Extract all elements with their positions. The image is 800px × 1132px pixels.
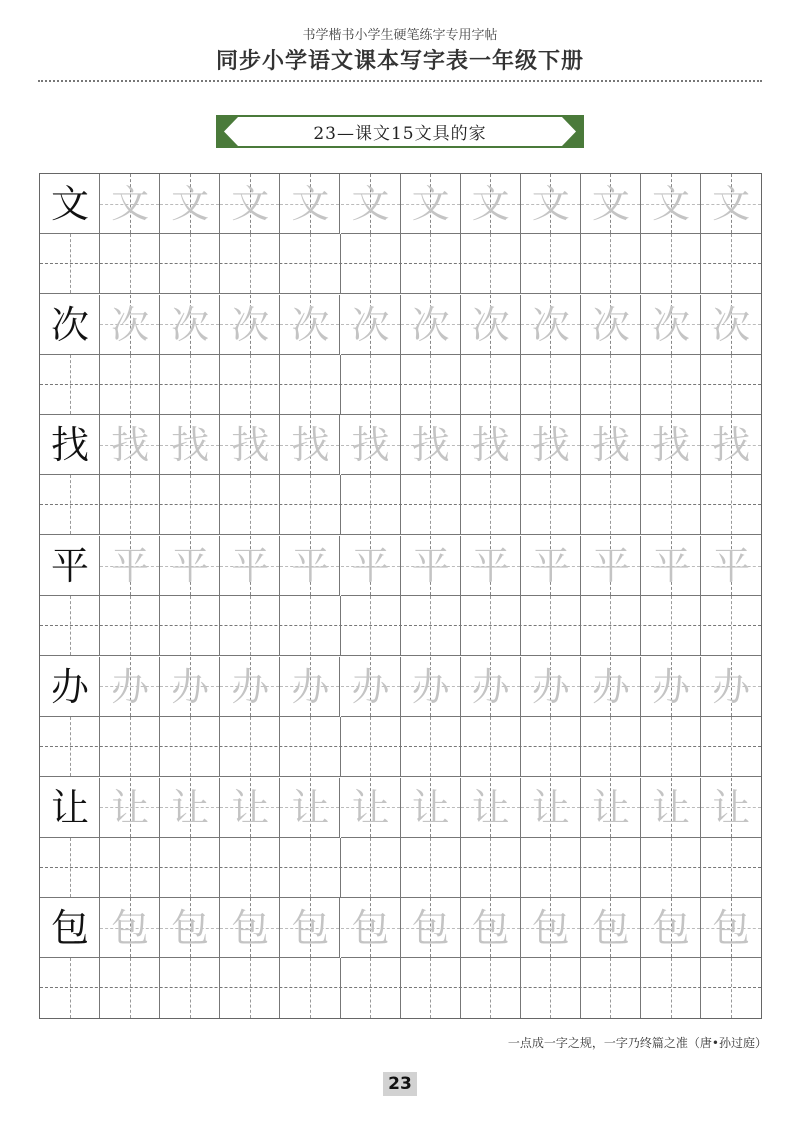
trace-cell[interactable] bbox=[100, 295, 160, 355]
calligraphy-quote: 一点成一字之规，一字乃终篇之准（唐•孙过庭） bbox=[507, 1036, 767, 1050]
trace-character: 让 bbox=[471, 785, 510, 830]
trace-cell[interactable] bbox=[401, 536, 461, 596]
model-cell bbox=[40, 898, 100, 958]
trace-cell[interactable] bbox=[461, 536, 521, 596]
trace-character: 文 bbox=[471, 182, 510, 226]
trace-cell[interactable] bbox=[401, 898, 461, 958]
trace-character: 找 bbox=[231, 423, 270, 468]
trace-cell[interactable] bbox=[280, 657, 340, 717]
trace-character: 次 bbox=[291, 302, 330, 347]
trace-character: 办 bbox=[591, 664, 630, 709]
trace-cell[interactable] bbox=[220, 778, 280, 838]
trace-character: 办 bbox=[471, 664, 510, 709]
trace-cell[interactable] bbox=[160, 295, 220, 355]
trace-cell[interactable] bbox=[220, 295, 280, 355]
trace-character: 找 bbox=[471, 423, 510, 468]
trace-cell[interactable] bbox=[280, 778, 340, 838]
trace-cell[interactable] bbox=[220, 657, 280, 717]
trace-cell[interactable] bbox=[100, 415, 160, 475]
trace-cell[interactable] bbox=[280, 898, 340, 958]
trace-character: 让 bbox=[291, 785, 330, 830]
trace-cell[interactable] bbox=[220, 174, 280, 234]
trace-cell[interactable] bbox=[581, 898, 641, 958]
model-cell bbox=[40, 174, 100, 234]
trace-cell[interactable] bbox=[641, 536, 701, 596]
lesson-title: 23—课文15文具的家 bbox=[313, 124, 487, 144]
trace-character: 找 bbox=[111, 423, 150, 468]
trace-cell[interactable] bbox=[461, 415, 521, 475]
trace-cell[interactable] bbox=[280, 415, 340, 475]
trace-cell[interactable] bbox=[220, 536, 280, 596]
trace-character: 包 bbox=[411, 906, 450, 951]
trace-character: 文 bbox=[712, 182, 751, 226]
model-cell bbox=[40, 295, 100, 355]
trace-character: 平 bbox=[231, 544, 270, 589]
writing-strip[interactable] bbox=[40, 475, 761, 535]
trace-character: 包 bbox=[471, 906, 510, 951]
trace-cell[interactable] bbox=[401, 657, 461, 717]
trace-cell[interactable] bbox=[461, 778, 521, 838]
model-character: 办 bbox=[50, 664, 89, 709]
trace-cell[interactable] bbox=[160, 415, 220, 475]
trace-cell[interactable] bbox=[160, 536, 220, 596]
trace-character: 让 bbox=[231, 785, 270, 830]
trace-character: 找 bbox=[712, 423, 751, 468]
trace-cell[interactable] bbox=[581, 295, 641, 355]
series-title: 书学楷书小学生硬笔练字专用字帖 bbox=[302, 28, 498, 43]
trace-cell[interactable] bbox=[401, 174, 461, 234]
trace-cell[interactable] bbox=[341, 898, 401, 958]
trace-cell[interactable] bbox=[521, 898, 581, 958]
practice-row bbox=[40, 657, 761, 777]
lesson-banner bbox=[216, 115, 584, 148]
trace-character: 平 bbox=[651, 544, 690, 589]
trace-character: 办 bbox=[531, 664, 570, 709]
practice-row bbox=[40, 536, 761, 656]
model-character: 找 bbox=[50, 423, 89, 468]
trace-cell[interactable] bbox=[160, 898, 220, 958]
trace-character: 平 bbox=[351, 544, 390, 589]
trace-character: 办 bbox=[712, 664, 751, 709]
trace-character: 让 bbox=[411, 785, 450, 830]
dotted-divider bbox=[38, 80, 762, 82]
trace-cell[interactable] bbox=[100, 536, 160, 596]
trace-character: 包 bbox=[712, 906, 751, 951]
writing-strip[interactable] bbox=[40, 717, 761, 777]
trace-cell[interactable] bbox=[100, 898, 160, 958]
trace-character: 次 bbox=[231, 302, 270, 347]
model-character: 文 bbox=[50, 182, 89, 226]
trace-cell[interactable] bbox=[160, 174, 220, 234]
trace-cell[interactable] bbox=[641, 778, 701, 838]
trace-cell[interactable] bbox=[401, 415, 461, 475]
practice-row bbox=[40, 778, 761, 898]
trace-character: 找 bbox=[591, 423, 630, 468]
trace-character: 包 bbox=[531, 906, 570, 951]
trace-cell[interactable] bbox=[521, 778, 581, 838]
trace-cell[interactable] bbox=[581, 778, 641, 838]
trace-character: 让 bbox=[651, 785, 690, 830]
trace-cell[interactable] bbox=[100, 174, 160, 234]
trace-character: 平 bbox=[531, 544, 570, 589]
trace-character: 次 bbox=[712, 302, 751, 347]
trace-character: 办 bbox=[651, 664, 690, 709]
trace-character: 文 bbox=[411, 182, 450, 226]
trace-character: 平 bbox=[591, 544, 630, 589]
trace-character: 包 bbox=[591, 906, 630, 951]
trace-character: 让 bbox=[712, 785, 751, 830]
trace-character: 包 bbox=[171, 906, 210, 951]
trace-character: 次 bbox=[111, 302, 150, 347]
trace-cell[interactable] bbox=[701, 295, 761, 355]
trace-cell[interactable] bbox=[641, 174, 701, 234]
trace-character: 办 bbox=[111, 664, 150, 709]
trace-character: 平 bbox=[171, 544, 210, 589]
trace-cell[interactable] bbox=[701, 657, 761, 717]
trace-character: 文 bbox=[291, 182, 330, 226]
writing-strip[interactable] bbox=[40, 596, 761, 656]
trace-cell[interactable] bbox=[341, 174, 401, 234]
writing-strip[interactable] bbox=[40, 355, 761, 415]
model-character: 平 bbox=[50, 544, 89, 589]
model-cell bbox=[40, 657, 100, 717]
trace-cell[interactable] bbox=[701, 778, 761, 838]
writing-strip[interactable] bbox=[40, 234, 761, 294]
writing-strip[interactable] bbox=[40, 958, 761, 1018]
trace-character: 找 bbox=[171, 423, 210, 468]
trace-character: 文 bbox=[591, 182, 630, 226]
trace-character: 文 bbox=[651, 182, 690, 226]
model-character: 让 bbox=[50, 785, 89, 830]
trace-cell[interactable] bbox=[521, 657, 581, 717]
trace-cell[interactable] bbox=[341, 295, 401, 355]
trace-cell[interactable] bbox=[701, 898, 761, 958]
trace-character: 平 bbox=[291, 544, 330, 589]
trace-cell[interactable] bbox=[641, 415, 701, 475]
trace-cell[interactable] bbox=[401, 778, 461, 838]
practice-row bbox=[40, 295, 761, 415]
trace-cell[interactable] bbox=[341, 415, 401, 475]
trace-character: 找 bbox=[291, 423, 330, 468]
trace-character: 找 bbox=[651, 423, 690, 468]
trace-cell[interactable] bbox=[461, 295, 521, 355]
trace-cell[interactable] bbox=[701, 174, 761, 234]
trace-cell[interactable] bbox=[220, 415, 280, 475]
trace-character: 次 bbox=[471, 302, 510, 347]
trace-cell[interactable] bbox=[581, 174, 641, 234]
trace-character: 次 bbox=[651, 302, 690, 347]
trace-cell[interactable] bbox=[280, 174, 340, 234]
trace-cell[interactable] bbox=[581, 536, 641, 596]
practice-row bbox=[40, 415, 761, 535]
trace-cell[interactable] bbox=[641, 657, 701, 717]
trace-cell[interactable] bbox=[401, 295, 461, 355]
trace-cell[interactable] bbox=[100, 657, 160, 717]
model-cell bbox=[40, 536, 100, 596]
trace-character: 平 bbox=[411, 544, 450, 589]
trace-character: 让 bbox=[171, 785, 210, 830]
trace-character: 找 bbox=[411, 423, 450, 468]
page-number: 23 bbox=[383, 1072, 417, 1096]
practice-row bbox=[40, 174, 761, 294]
trace-cell[interactable] bbox=[280, 295, 340, 355]
banner-right-cap bbox=[562, 117, 582, 146]
trace-character: 让 bbox=[351, 785, 390, 830]
trace-character: 文 bbox=[171, 182, 210, 226]
banner-left-cap bbox=[218, 117, 238, 146]
trace-character: 办 bbox=[231, 664, 270, 709]
trace-character: 找 bbox=[351, 423, 390, 468]
trace-cell[interactable] bbox=[521, 415, 581, 475]
practice-grid bbox=[39, 173, 762, 1019]
trace-cell[interactable] bbox=[461, 174, 521, 234]
model-cell bbox=[40, 415, 100, 475]
trace-character: 次 bbox=[171, 302, 210, 347]
trace-cell[interactable] bbox=[220, 898, 280, 958]
trace-character: 次 bbox=[591, 302, 630, 347]
trace-cell[interactable] bbox=[701, 536, 761, 596]
trace-character: 让 bbox=[111, 785, 150, 830]
model-cell bbox=[40, 778, 100, 838]
page-title: 同步小学语文课本写字表一年级下册 bbox=[215, 48, 584, 74]
trace-cell[interactable] bbox=[461, 898, 521, 958]
trace-character: 平 bbox=[111, 544, 150, 589]
trace-character: 找 bbox=[531, 423, 570, 468]
trace-cell[interactable] bbox=[461, 657, 521, 717]
trace-cell[interactable] bbox=[160, 778, 220, 838]
trace-cell[interactable] bbox=[521, 174, 581, 234]
trace-character: 办 bbox=[411, 664, 450, 709]
trace-character: 包 bbox=[231, 906, 270, 951]
trace-cell[interactable] bbox=[641, 898, 701, 958]
trace-cell[interactable] bbox=[341, 536, 401, 596]
trace-character: 让 bbox=[531, 785, 570, 830]
trace-cell[interactable] bbox=[581, 657, 641, 717]
trace-character: 次 bbox=[531, 302, 570, 347]
trace-cell[interactable] bbox=[521, 295, 581, 355]
trace-character: 文 bbox=[231, 182, 270, 226]
trace-character: 平 bbox=[712, 544, 751, 589]
trace-character: 次 bbox=[351, 302, 390, 347]
trace-cell[interactable] bbox=[280, 536, 340, 596]
trace-character: 文 bbox=[111, 182, 150, 226]
trace-character: 包 bbox=[351, 906, 390, 951]
model-character: 次 bbox=[50, 302, 89, 347]
trace-cell[interactable] bbox=[341, 657, 401, 717]
trace-character: 次 bbox=[411, 302, 450, 347]
trace-cell[interactable] bbox=[341, 778, 401, 838]
model-character: 包 bbox=[50, 906, 89, 951]
practice-row bbox=[40, 898, 761, 1018]
trace-character: 平 bbox=[471, 544, 510, 589]
trace-character: 文 bbox=[531, 182, 570, 226]
trace-cell[interactable] bbox=[521, 536, 581, 596]
trace-character: 办 bbox=[171, 664, 210, 709]
trace-cell[interactable] bbox=[581, 415, 641, 475]
trace-character: 文 bbox=[351, 182, 390, 226]
trace-character: 包 bbox=[651, 906, 690, 951]
trace-character: 让 bbox=[591, 785, 630, 830]
trace-character: 包 bbox=[291, 906, 330, 951]
trace-cell[interactable] bbox=[160, 657, 220, 717]
trace-character: 办 bbox=[291, 664, 330, 709]
trace-cell[interactable] bbox=[701, 415, 761, 475]
trace-cell[interactable] bbox=[100, 778, 160, 838]
trace-cell[interactable] bbox=[641, 295, 701, 355]
writing-strip[interactable] bbox=[40, 838, 761, 898]
trace-character: 办 bbox=[351, 664, 390, 709]
trace-character: 包 bbox=[111, 906, 150, 951]
